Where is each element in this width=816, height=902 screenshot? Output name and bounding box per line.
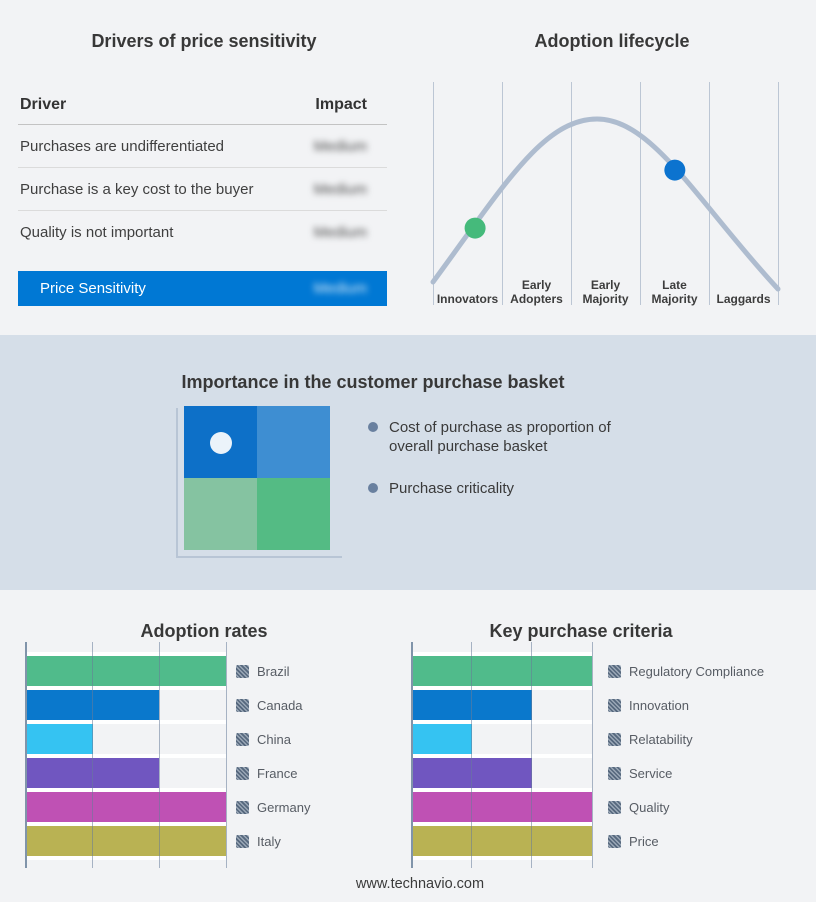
impact-cell: Medium [313, 180, 367, 198]
price-sensitivity-label: Price Sensitivity [40, 280, 146, 297]
stage-label: Early Majority [582, 278, 629, 306]
matrix-cell-top-right [257, 406, 330, 478]
matrix-marker-dot [210, 432, 232, 454]
chart-axis-line [25, 642, 27, 868]
drivers-header-row [18, 92, 387, 125]
legend-label: Brazil [257, 663, 290, 679]
legend-item [236, 758, 310, 788]
chart-gridline [226, 642, 227, 868]
drivers-rows [18, 125, 387, 253]
basket-bullet [368, 479, 648, 498]
late-stage-dot [664, 160, 685, 181]
stage-label: Late Majority [651, 278, 698, 306]
legend-label: Innovation [629, 697, 689, 713]
legend-label: Price [629, 833, 659, 849]
legend-label: Regulatory Compliance [629, 663, 765, 679]
legend-item [236, 690, 310, 720]
driver-row [18, 168, 387, 211]
bar-separator [412, 856, 592, 860]
legend-swatch-icon [608, 801, 621, 814]
bar [26, 826, 226, 856]
adoption-curve-svg [433, 82, 778, 305]
legend-item [608, 826, 764, 856]
legend-label: Service [629, 765, 673, 781]
legend-item [236, 792, 310, 822]
legend-item [608, 724, 764, 754]
chart-gridline [92, 642, 93, 868]
driver-cell: Purchase is a key cost to the buyer [20, 180, 254, 198]
drivers-table [18, 92, 387, 253]
legend-item [236, 724, 310, 754]
legend-label: Germany [257, 799, 311, 815]
legend-label: France [257, 765, 298, 781]
legend-swatch-icon [608, 665, 621, 678]
legend-swatch-icon [236, 699, 249, 712]
bullet-marker-icon [368, 483, 378, 493]
driver-row [18, 211, 387, 253]
impact-column-header: Impact [315, 96, 367, 113]
purchase-basket-matrix [184, 406, 330, 550]
key-purchase-criteria-plot [412, 642, 592, 868]
legend-item [608, 656, 764, 686]
legend-swatch-icon [236, 835, 249, 848]
stage-label: Laggards [716, 292, 771, 306]
lifecycle-title: Adoption lifecycle [534, 30, 690, 51]
basket-title: Importance in the customer purchase basket [181, 371, 565, 392]
criteria-title: Key purchase criteria [489, 620, 673, 641]
driver-row [18, 125, 387, 168]
driver-cell: Purchases are undifferentiated [20, 137, 225, 155]
bar-separator [26, 856, 226, 860]
watermark: www.technavio.com [355, 876, 485, 892]
adoption-rates-plot [26, 642, 226, 868]
matrix-cell-bottom-right [257, 478, 330, 550]
legend-item [608, 690, 764, 720]
legend-swatch-icon [608, 835, 621, 848]
price-sensitivity-impact-value: Medium [313, 280, 367, 297]
matrix-cell-bottom-left [184, 478, 257, 550]
price-sensitivity-bar [18, 271, 387, 306]
legend-label: Italy [257, 833, 281, 849]
bullet-text: Purchase criticality [389, 480, 515, 497]
driver-cell: Quality is not important [20, 223, 174, 241]
impact-cell: Medium [313, 223, 367, 241]
lifecycle-stage-labels [433, 278, 778, 306]
chart-gridline [531, 642, 532, 868]
impact-cell: Medium [313, 137, 367, 155]
legend-item [608, 758, 764, 788]
basket-bullets [368, 418, 648, 498]
driver-column-header: Driver [20, 96, 67, 113]
lifecycle-chart [433, 82, 778, 305]
basket-bullet [368, 418, 648, 456]
bar [412, 792, 592, 822]
legend-swatch-icon [236, 767, 249, 780]
bullet-text: Cost of purchase as proportion of overall purchase basket [389, 419, 611, 455]
lifecycle-gridline [778, 82, 779, 305]
legend-label: China [257, 731, 291, 747]
drivers-title: Drivers of price sensitivity [91, 30, 317, 51]
bar [26, 656, 226, 686]
matrix-cell-top-left [184, 406, 257, 478]
key-purchase-criteria-legend [608, 642, 764, 860]
legend-item [608, 792, 764, 822]
legend-label: Canada [257, 697, 303, 713]
bar [412, 656, 592, 686]
bar [412, 724, 472, 754]
legend-item [236, 826, 310, 856]
adoption-curve [433, 119, 778, 289]
bar [26, 792, 226, 822]
matrix-axis-horizontal [176, 556, 342, 558]
legend-label: Quality [629, 799, 670, 815]
matrix-axis-vertical [176, 408, 178, 558]
bar [412, 826, 592, 856]
legend-swatch-icon [236, 733, 249, 746]
legend-item [236, 656, 310, 686]
legend-label: Relatability [629, 731, 693, 747]
bullet-marker-icon [368, 422, 378, 432]
early-stage-dot [465, 218, 486, 239]
stage-label: Innovators [436, 292, 499, 306]
chart-gridline [159, 642, 160, 868]
stage-label: Early Adopters [510, 278, 563, 306]
rates-title: Adoption rates [140, 620, 268, 641]
legend-swatch-icon [236, 665, 249, 678]
legend-swatch-icon [236, 801, 249, 814]
legend-swatch-icon [608, 733, 621, 746]
adoption-rates-legend [236, 642, 310, 860]
chart-gridline [592, 642, 593, 868]
bar [26, 724, 93, 754]
chart-gridline [471, 642, 472, 868]
legend-swatch-icon [608, 699, 621, 712]
chart-axis-line [411, 642, 413, 868]
legend-swatch-icon [608, 767, 621, 780]
